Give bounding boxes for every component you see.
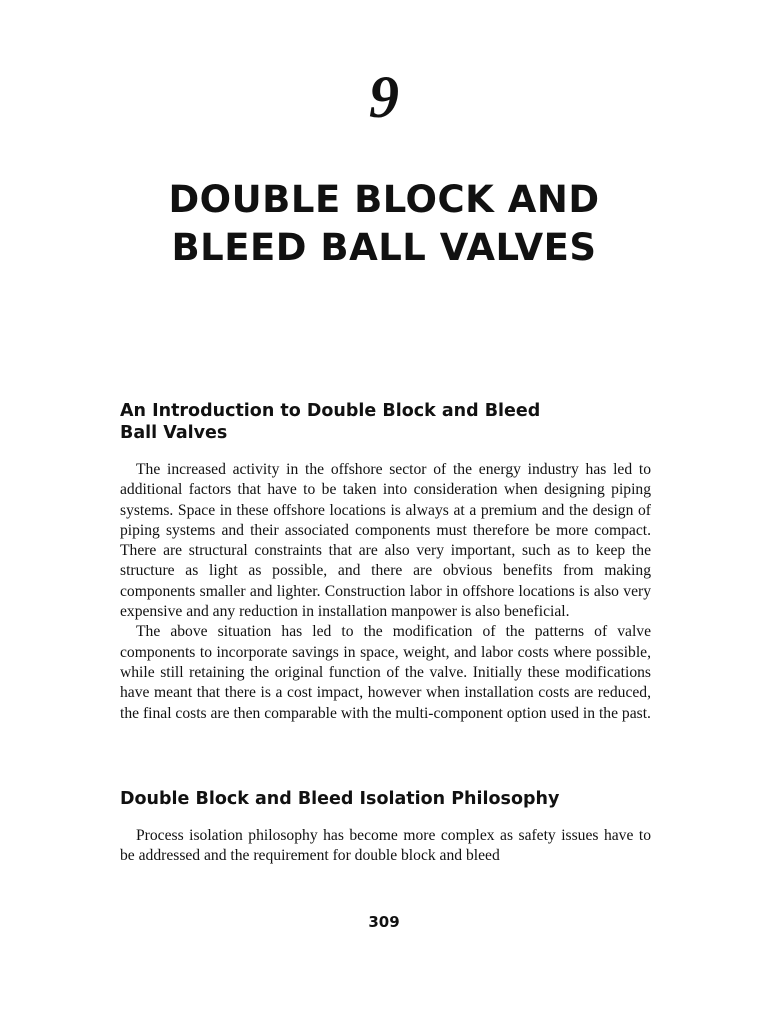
section-heading-line-2: Ball Valves (120, 423, 228, 443)
page-number: 309 (368, 913, 400, 931)
chapter-number: 9 (369, 64, 399, 130)
chapter-title (0, 176, 768, 272)
section-body-introduction (120, 460, 651, 724)
chapter-title-line-1: DOUBLE BLOCK AND (168, 178, 600, 221)
section-heading-introduction (120, 400, 650, 444)
section-body-isolation-philosophy (120, 826, 651, 867)
section-heading-line-1: An Introduction to Double Block and Bleed (120, 401, 541, 421)
chapter-title-line-2: BLEED BALL VALVES (171, 226, 597, 269)
paragraph: The above situation has led to the modification of the patterns of valve components to incorporate savings in space, weight, and labor costs where possible, while still retaining the original function of the valve. Initially these modifications have meant that there is a cost impact, however when installation costs are reduced, the final costs are then comparable with the multi-component option used in the past. (120, 623, 651, 722)
paragraph: Process isolation philosophy has become more complex as safety issues have to be addressed and the requirement for double block and bleed (120, 827, 651, 865)
section-heading-isolation-philosophy: Double Block and Bleed Isolation Philosophy (120, 789, 560, 809)
paragraph: The increased activity in the offshore sector of the energy industry has led to additional factors that have to be taken into consideration when designing piping systems. Space in these offshore locations is always at a premium and the design of piping systems and their associated components must therefore be more compact. There are structural constraints that are also very important, such as to keep the structure as light as possible, and there are obvious benefits from making components smaller and lighter. Construction labor in offshore locations is also very expensive and any reduction in installation manpower is also beneficial. (120, 461, 651, 621)
